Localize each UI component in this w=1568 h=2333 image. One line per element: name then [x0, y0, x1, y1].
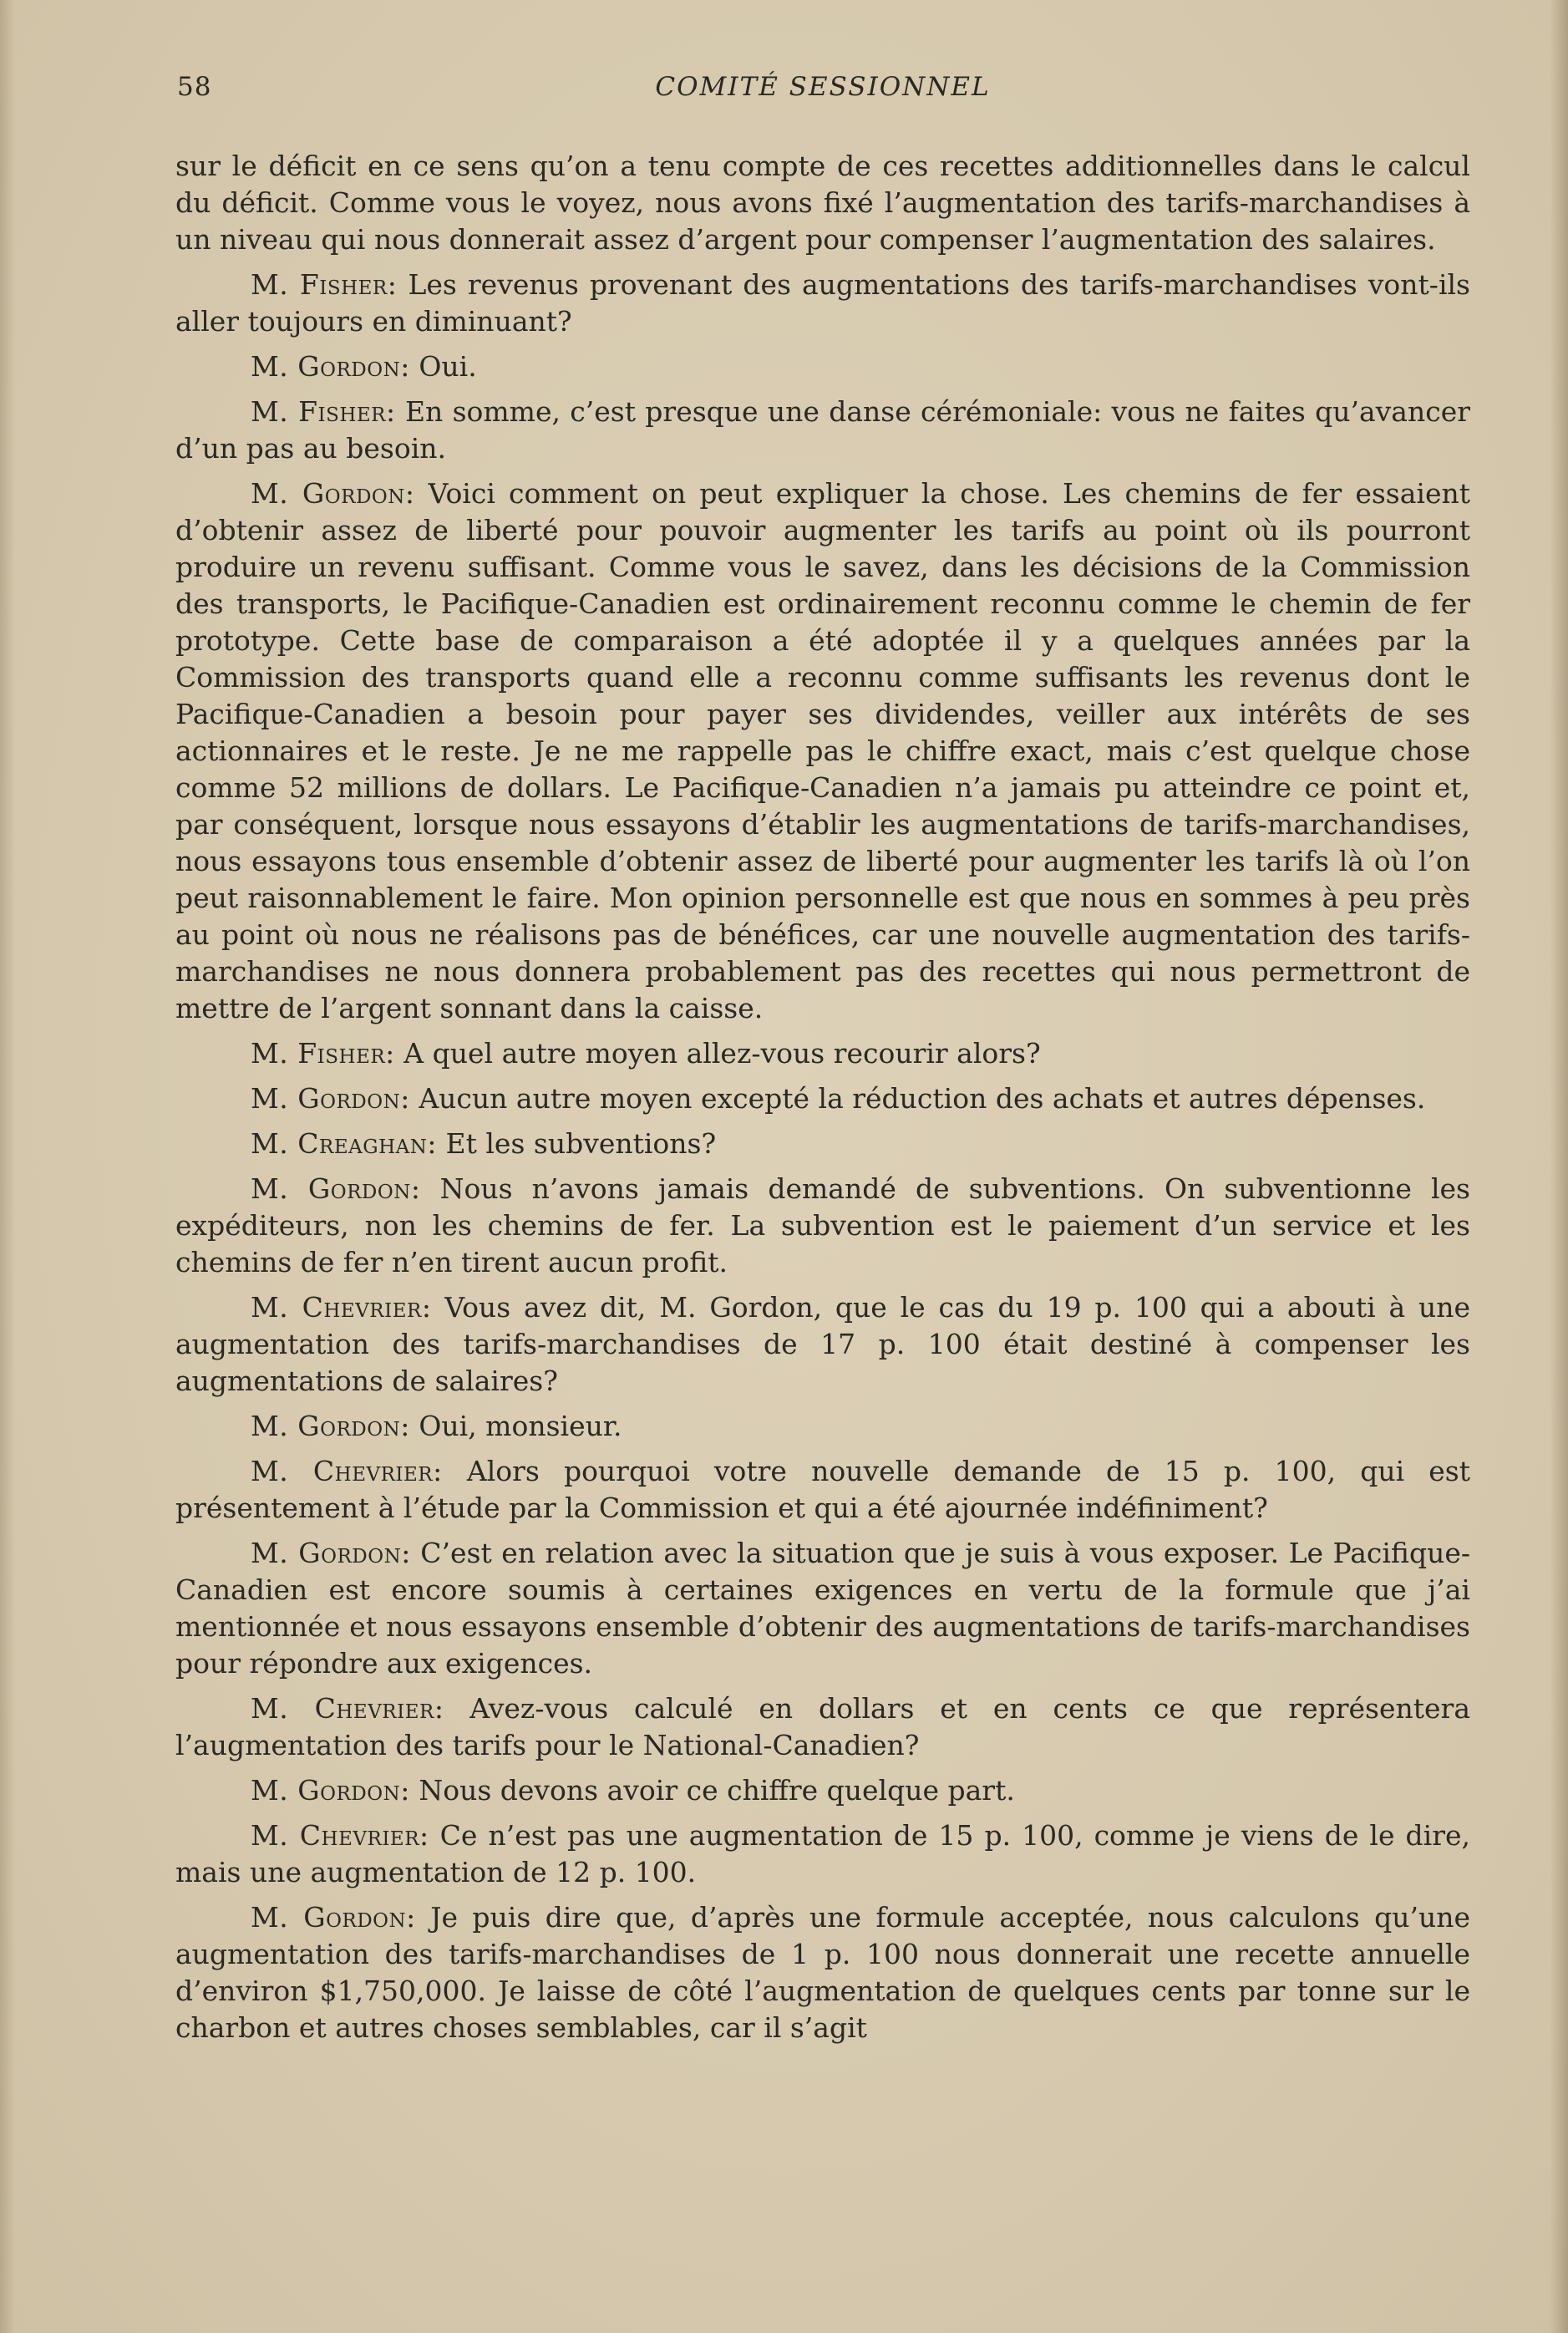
speaker-name: M. Gordon: — [251, 1082, 410, 1115]
paragraph — [175, 1080, 1470, 1117]
paragraph-text: Ce n’est pas une augmentation de 15 p. 100, comme je viens de le dire, mais une augmentation de 12 p. 100. — [175, 1819, 1470, 1888]
paragraph-text: Nous n’avons jamais demandé de subventions. On subventionne les expéditeurs, non les chemins de fer. La subvention est le paiement d’un service et les chemins de fer n’en tirent aucun profit. — [175, 1172, 1470, 1278]
paragraph-text: En somme, c’est presque une danse cérémoniale: vous ne faites qu’avancer d’un pas au besoin. — [175, 395, 1471, 465]
body-text — [175, 148, 1470, 2055]
speaker-name: M. Gordon: — [251, 1901, 416, 1934]
paragraph-text: A quel autre moyen allez-vous recourir alors? — [403, 1037, 1041, 1070]
paragraph-text: Les revenus provenant des augmentations des tarifs-marchandises vont-ils aller toujours en diminuant? — [175, 268, 1470, 338]
speaker-name: M. Chevrier: — [251, 1291, 432, 1324]
paragraph — [175, 475, 1470, 1027]
speaker-name: M. Gordon: — [251, 350, 410, 383]
paragraph — [175, 348, 1470, 385]
paragraph-text: Oui, monsieur. — [419, 1410, 622, 1442]
speaker-name: M. Creaghan: — [251, 1127, 438, 1160]
speaker-name: M. Fisher: — [251, 268, 398, 301]
paragraph-text: Oui. — [419, 350, 477, 383]
paragraph — [175, 1690, 1470, 1764]
paragraph-text: sur le déficit en ce sens qu’on a tenu compte de ces recettes additionnelles dans le calcul du déficit. Comme vous le voyez, nous avons fixé l’augmentation des tarifs-marchandises à un niveau qui nous donnerait assez d’argent pour compenser l’augmentation des salaires. — [175, 150, 1470, 256]
paragraph — [175, 1772, 1470, 1809]
paragraph-text: Aucun autre moyen excepté la réduction des achats et autres dépenses. — [419, 1082, 1426, 1115]
paragraph-text: Et les subventions? — [445, 1127, 717, 1160]
paragraph-text: Vous avez dit, M. Gordon, que le cas du 19 p. 100 qui a abouti à une augmentation des tarifs-marchandises de 17 p. 100 était destiné à compenser les augmentations de salaires? — [175, 1291, 1470, 1397]
speaker-name: M. Gordon: — [251, 1172, 421, 1205]
page-edge-right — [1550, 0, 1568, 2333]
paragraph — [175, 394, 1470, 467]
speaker-name: M. Gordon: — [251, 1774, 410, 1807]
paragraph-text: Alors pourquoi votre nouvelle demande de 15 p. 100, qui est présentement à l’étude par la Commission et qui a été ajournée indéfiniment? — [175, 1455, 1470, 1524]
speaker-name: M. Gordon: — [251, 477, 415, 510]
page-number: 58 — [177, 72, 212, 102]
speaker-name: M. Chevrier: — [251, 1692, 444, 1725]
running-head: COMITÉ SESSIONNEL — [655, 72, 991, 102]
paragraph — [175, 1126, 1470, 1162]
paragraph — [175, 1899, 1470, 2046]
speaker-name: M. Fisher: — [251, 1037, 395, 1070]
page-header — [177, 72, 1469, 114]
paragraph-text: Nous devons avoir ce chiffre quelque part. — [419, 1774, 1015, 1807]
speaker-name: M. Chevrier: — [251, 1819, 429, 1852]
paragraph — [175, 148, 1470, 258]
paragraph — [175, 1171, 1470, 1281]
speaker-name: M. Chevrier: — [251, 1455, 443, 1487]
paragraph-text: C’est en relation avec la situation que je suis à vous exposer. Le Pacifique-Canadien est encore soumis à certaines exigences en vertu de la formule que j’ai mentionnée et nous essayons ensemble d’obtenir des augmentations de tarifs-marchandises pour répondre aux exigences. — [175, 1537, 1471, 1680]
speaker-name: M. Gordon: — [251, 1537, 411, 1569]
paragraph-text: Avez-vous calculé en dollars et en cents ce que représentera l’augmentation des tarifs pour le National-Canadien? — [175, 1692, 1470, 1761]
paragraph-text: Voici comment on peut expliquer la chose. Les chemins de fer essaient d’obtenir assez de liberté pour pouvoir augmenter les tarifs au point où ils pourront produire un revenu suffisant. Comme vous le savez, dans les décisions de la Commission des transports, le Pacifique-Canadien est ordinairement reconnu comme le chemin de fer prototype. Cette base de comparaison a été adoptée il y a quelques années par la Commission des transports quand elle a reconnu comme suffisants les revenus dont le Pacifique-Canadien a besoin pour payer ses dividendes, veiller aux intérêts de ses actionnaires et le reste. Je ne me rappelle pas le chiffre exact, mais c’est quelque chose comme 52 millions de dollars. Le Pacifique-Canadien n’a jamais pu atteindre ce point et, par conséquent, lorsque nous essayons d’établir les augmentations de tarifs-marchandises, nous essayons tous ensemble d’obtenir assez de liberté pour augmenter les tarifs là où l’on peut raisonnablement le faire. Mon opinion personnelle est que nous en sommes à peu près au point où nous ne réalisons pas de bénéfices, car une nouvelle augmentation des tarifs-marchandises ne nous donnera probablement pas des recettes qui nous permettront de mettre de l’argent sonnant dans la caisse. — [175, 477, 1471, 1024]
paragraph — [175, 1035, 1470, 1072]
paragraph — [175, 1535, 1470, 1682]
paragraph — [175, 1453, 1470, 1527]
paragraph — [175, 1817, 1470, 1891]
page-edge-left — [0, 0, 15, 2333]
paragraph-text: Je puis dire que, d’après une formule acceptée, nous calculons qu’une augmentation des tarifs-marchandises de 1 p. 100 nous donnerait une recette annuelle d’environ $1,750,000. Je laisse de côté l’augmentation de quelques cents par tonne sur le charbon et autres choses semblables, car il s’agit — [175, 1901, 1471, 2044]
paragraph — [175, 1408, 1470, 1445]
paragraph — [175, 1289, 1470, 1400]
paragraph — [175, 267, 1470, 340]
speaker-name: M. Fisher: — [251, 395, 396, 428]
speaker-name: M. Gordon: — [251, 1410, 410, 1442]
